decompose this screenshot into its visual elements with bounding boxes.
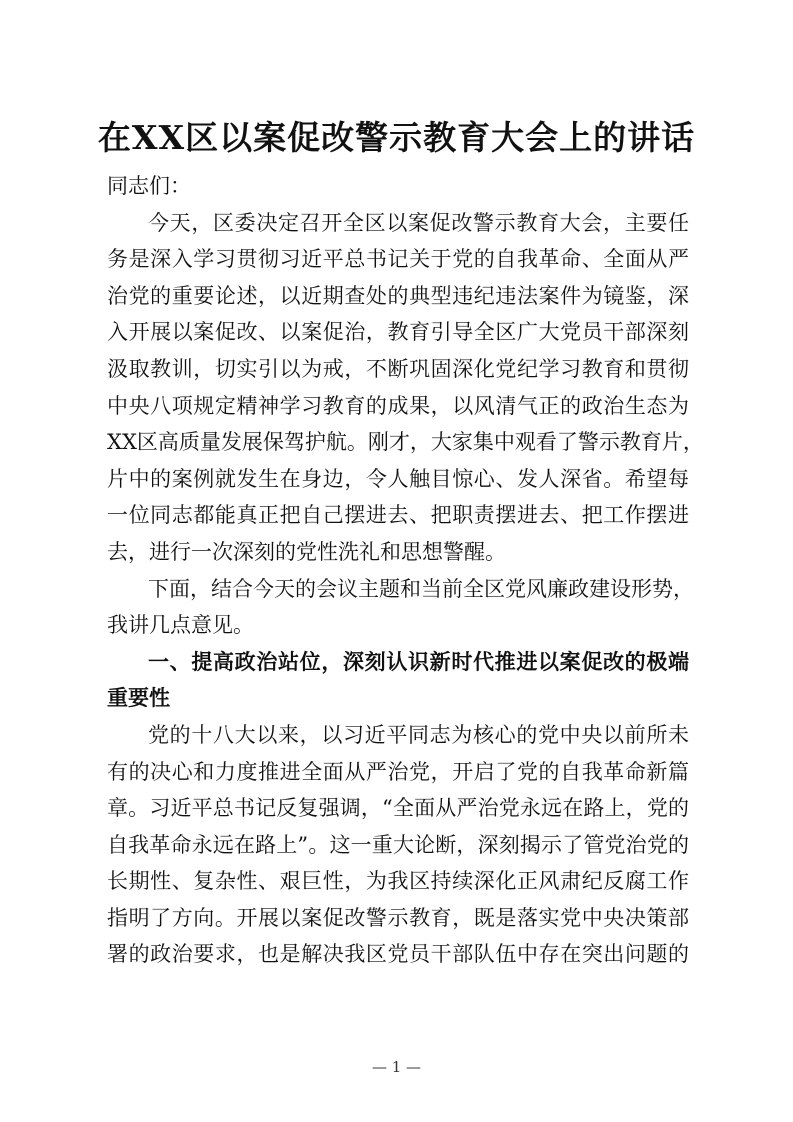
paragraph-line: 署的政治要求，也是解决我区党员干部队伍中存在突出问题的 bbox=[107, 942, 689, 967]
section-heading-line: 重要性 bbox=[107, 686, 170, 711]
paragraph-line: 有的决心和力度推进全面从严治党，开启了党的自我革命新篇 bbox=[107, 759, 689, 784]
paragraph-line: 自我革命永远在路上”。这一重大论断，深刻揭示了管党治党的 bbox=[107, 832, 689, 857]
paragraph-line: 下面，结合今天的会议主题和当前全区党风廉政建设形势， bbox=[148, 576, 694, 601]
paragraph-line: 治党的重要论述，以近期查处的典型违纪违法案件为镜鉴，深 bbox=[107, 283, 689, 308]
section-heading-line: 一、提高政治站位，深刻认识新时代推进以案促改的极端 bbox=[148, 649, 689, 674]
paragraph-line: 党的十八大以来，以习近平同志为核心的党中央以前所未 bbox=[148, 722, 689, 747]
paragraph-line: XX区高质量发展保驾护航。刚才，大家集中观看了警示教育片， bbox=[107, 430, 704, 455]
document-body bbox=[107, 168, 704, 973]
paragraph-line: 去，进行一次深刻的党性洗礼和思想警醒。 bbox=[107, 539, 506, 564]
paragraph-line: 章。习近平总书记反复强调，“全面从严治党永远在路上，党的 bbox=[107, 796, 689, 821]
paragraph-line: 长期性、复杂性、艰巨性，为我区持续深化正风肃纪反腐工作 bbox=[107, 869, 689, 894]
page-number: — 1 — bbox=[371, 1058, 422, 1076]
paragraph-line: 同志们： bbox=[107, 174, 191, 198]
paragraph-line: 中央八项规定精神学习教育的成果，以风清气正的政治生态为 bbox=[107, 393, 689, 418]
paragraph-line: 一位同志都能真正把自己摆进去、把职责摆进去、把工作摆进 bbox=[107, 503, 689, 528]
paragraph-line: 入开展以案促改、以案促治，教育引导全区广大党员干部深刻 bbox=[107, 320, 689, 345]
paragraph-line: 务是深入学习贯彻习近平总书记关于党的自我革命、全面从严 bbox=[107, 247, 689, 272]
paragraph-line: 今天，区委决定召开全区以案促改警示教育大会，主要任 bbox=[148, 210, 689, 235]
paragraph-line: 我讲几点意见。 bbox=[107, 613, 254, 638]
paragraph-line: 指明了方向。开展以案促改警示教育，既是落实党中央决策部 bbox=[107, 905, 689, 930]
paragraph-line: 片中的案例就发生在身边，令人触目惊心、发人深省。希望每 bbox=[107, 466, 689, 491]
document-title: 在XX区以案促改警示教育大会上的讲话 bbox=[97, 118, 696, 157]
paragraph-line: 汲取教训，切实引以为戒，不断巩固深化党纪学习教育和贯彻 bbox=[107, 356, 689, 381]
